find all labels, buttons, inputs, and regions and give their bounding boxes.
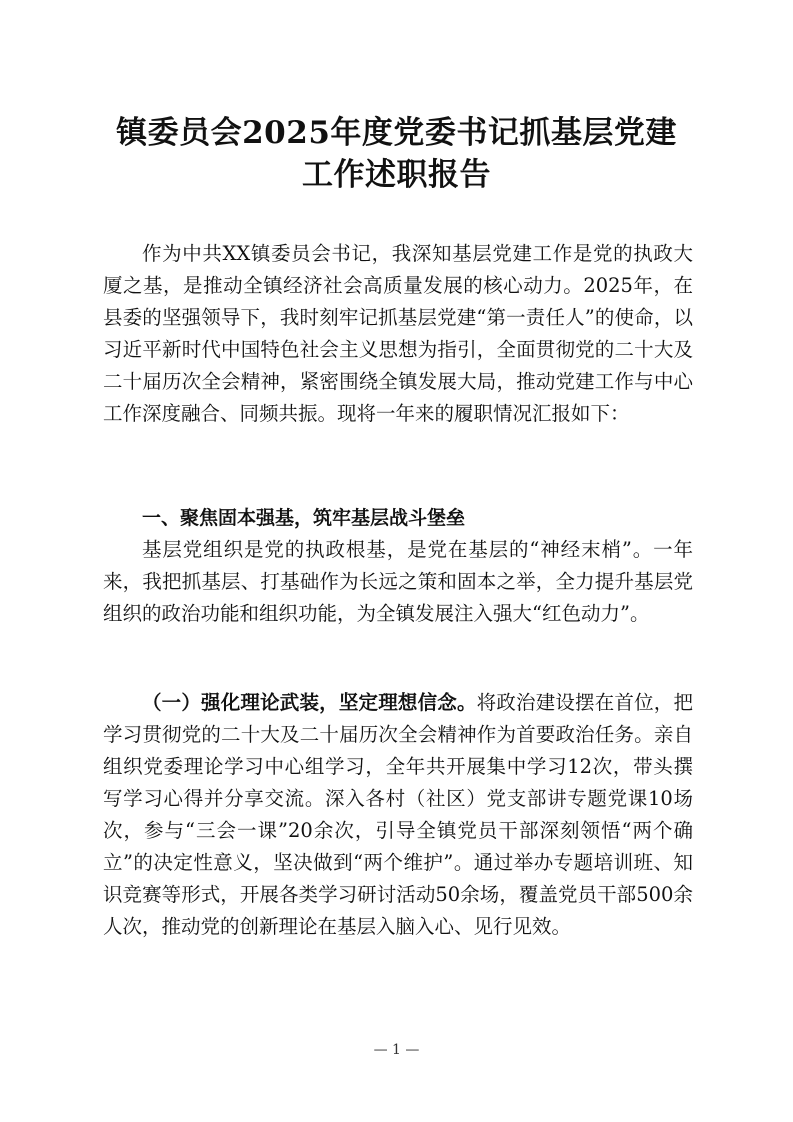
intro-paragraph: 作为中共XX镇委员会书记，我深知基层党建工作是党的执政大厦之基，是推动全镇经济社会高质量发展的核心动力。2025年，在县委的坚强领导下，我时刻牢记抓基层党建“第一责任人”的使命，以习近平新时代中国特色社会主义思想为指引，全面贯彻党的二十大及二十届历次全会精神，紧密围绕全镇发展大局，推动党建工作与中心工作深度融合、同频共振。现将一年来的履职情况汇报如下： — [103, 242, 693, 425]
subsection-1-paragraph — [103, 687, 693, 943]
document-title-line-2: 工作述职报告 — [302, 157, 491, 193]
subsection-1-text: 将政治建设摆在首位，把学习贯彻党的二十大及二十届历次全会精神作为首要政治任务。亲自组织党委理论学习中心组学习，全年共开展集中学习12次，带头撰写学习心得并分享交流。深入各村（社区）党支部讲专题党课10场次，参与“三会一课”20余次，引导全镇党员干部深刻领悟“两个确立”的决定性意义，坚决做到“两个维护”。通过举办专题培训班、知识竞赛等形式，开展各类学习研讨活动50余场，覆盖党员干部500余人次，推动党的创新理论在基层入脑入心、见行见效。 — [103, 691, 693, 938]
subsection-1-heading: （一）强化理论武装，坚定理想信念。 — [142, 691, 477, 714]
document-title-line-1: 镇委员会2025年度党委书记抓基层党建 — [116, 115, 677, 151]
section-1-paragraph: 基层党组织是党的执政根基，是党在基层的“神经末梢”。一年来，我把抓基层、打基础作为长远之策和固本之举，全力提升基层党组织的政治功能和组织功能，为全镇发展注入强大“红色动力”。 — [103, 538, 693, 625]
page-number: — 1 — — [373, 1042, 420, 1058]
section-1-heading: 一、聚焦固本强基，筑牢基层战斗堡垒 — [142, 507, 466, 529]
